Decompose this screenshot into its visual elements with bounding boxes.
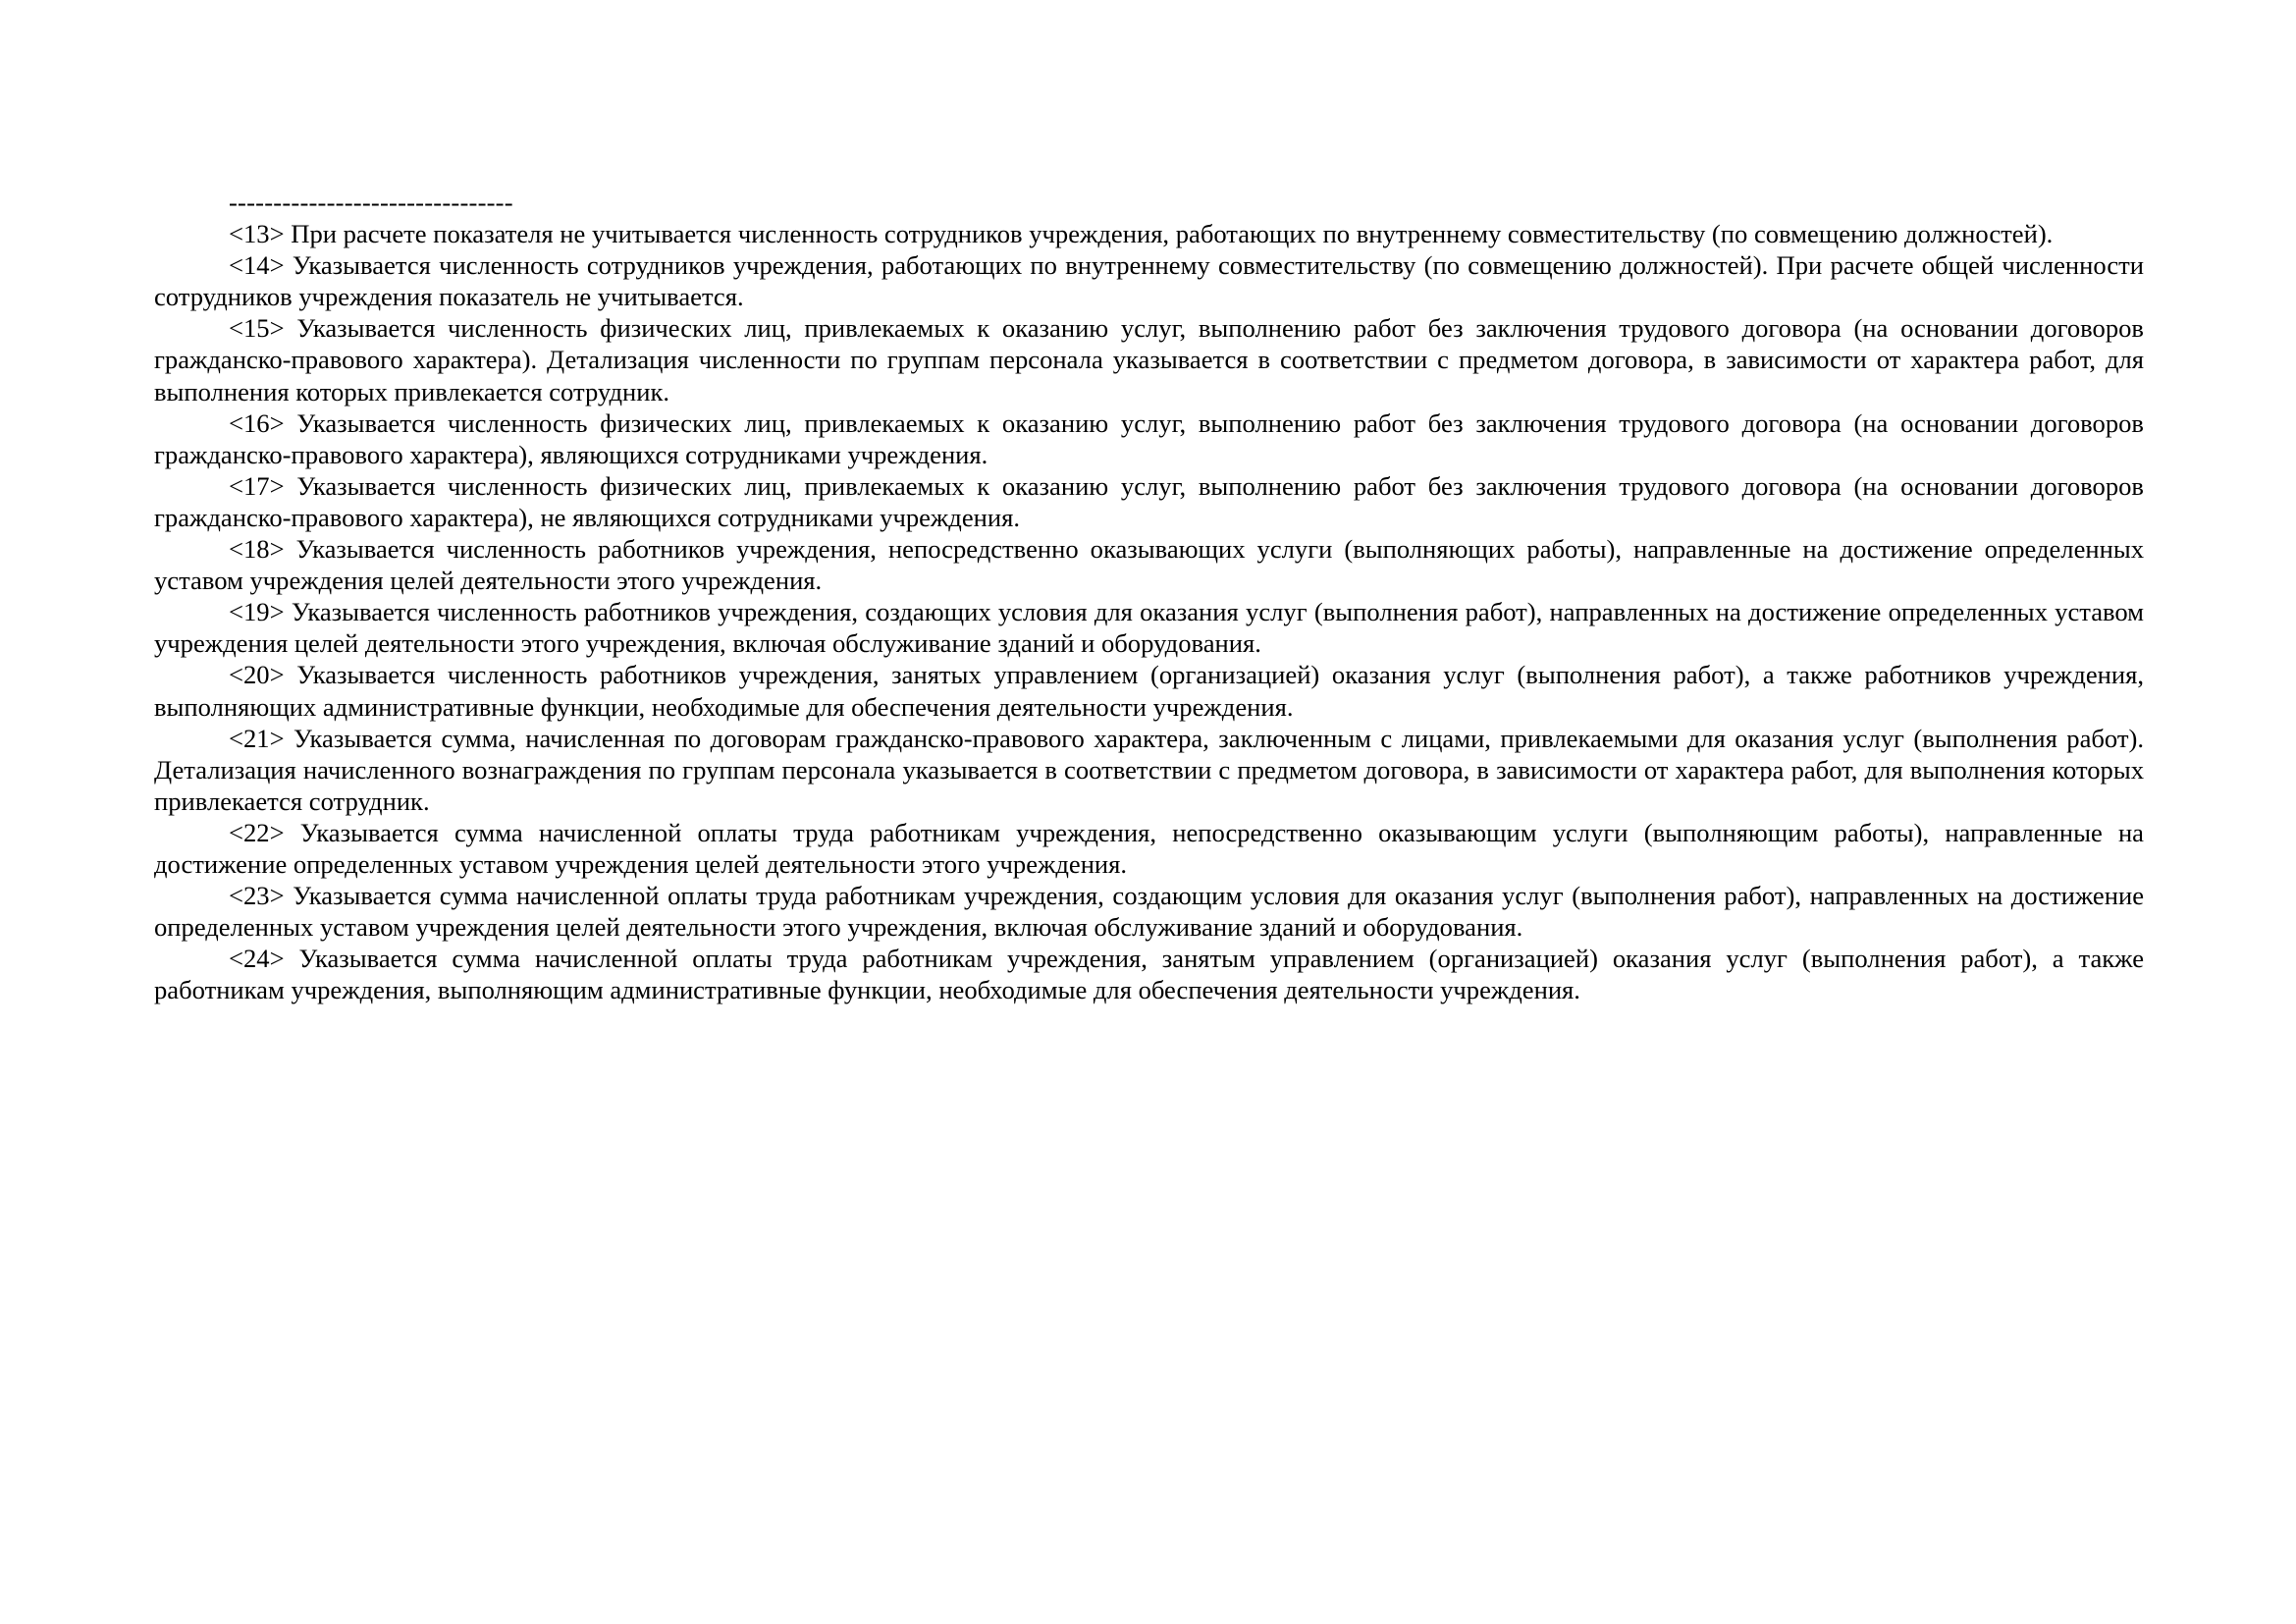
footnote-marker: <22> [229, 817, 285, 847]
footnote-13 [154, 218, 2144, 249]
footnote-text: Указывается численность работников учреждения, занятых управлением (организацией) оказания услуг (выполнения работ), а также работников учреждения, выполняющих административные функции, необходимые для обеспечения деятельности учреждения. [154, 660, 2144, 722]
footnote-20 [154, 659, 2144, 722]
footnote-text: Указывается сумма, начисленная по договорам гражданско-правового характера, заключенным с лицами, привлекаемыми для оказания услуг (выполнения работ). Детализация начисленного вознаграждения по группам персонала указывается в соответствии с предметом договора, в зависимости от характера работ, для выполнения которых привлекается сотрудник. [154, 723, 2144, 816]
footnote-separator: -------------------------------- [229, 188, 513, 217]
footnote-14 [154, 249, 2144, 312]
footnote-marker: <20> [229, 660, 285, 690]
footnote-21 [154, 723, 2144, 817]
footnote-18 [154, 533, 2144, 596]
footnote-text: При расчете показателя не учитывается численность сотрудников учреждения, работающих по внутреннему совместительству (по совмещению должностей). [284, 219, 2054, 249]
footnote-marker: <15> [229, 313, 285, 344]
footnote-text: Указывается численность работников учреждения, создающих условия для оказания услуг (выполнения работ), направленных на достижение определенных уставом учреждения целей деятельности этого учреждения, включая обслуживание зданий и оборудования. [154, 597, 2144, 659]
footnote-19 [154, 596, 2144, 659]
footnote-marker: <21> [229, 723, 285, 753]
footnote-text: Указывается численность физических лиц, привлекаемых к оказанию услуг, выполнению работ без заключения трудового договора (на основании договоров гражданско-правового характера), являющихся сотрудниками учреждения. [154, 407, 2144, 469]
footnote-23 [154, 880, 2144, 943]
document-page [154, 187, 2144, 1005]
footnote-24 [154, 943, 2144, 1005]
footnote-17 [154, 470, 2144, 533]
footnote-marker: <18> [229, 534, 285, 565]
footnote-text: Указывается численность физических лиц, привлекаемых к оказанию услуг, выполнению работ без заключения трудового договора (на основании договоров гражданско-правового характера). Детализация численности по группам персонала указывается в соответствии с предметом договора, в зависимости от характера работ, для выполнения которых привлекается сотрудник. [154, 313, 2144, 406]
footnote-marker: <24> [229, 944, 285, 974]
footnote-marker: <14> [229, 250, 285, 281]
footnote-15 [154, 312, 2144, 406]
footnote-marker: <23> [229, 881, 285, 911]
footnote-22 [154, 817, 2144, 880]
footnote-text: Указывается сумма начисленной оплаты труда работникам учреждения, создающим условия для оказания услуг (выполнения работ), направленных на достижение определенных уставом учреждения целей деятельности этого учреждения, включая обслуживание зданий и оборудования. [154, 881, 2144, 943]
footnote-marker: <17> [229, 470, 285, 501]
footnote-16 [154, 407, 2144, 470]
footnote-text: Указывается численность физических лиц, привлекаемых к оказанию услуг, выполнению работ без заключения трудового договора (на основании договоров гражданско-правового характера), не являющихся сотрудниками учреждения. [154, 470, 2144, 532]
footnote-text: Указывается сумма начисленной оплаты труда работникам учреждения, занятым управлением (организацией) оказания услуг (выполнения работ), а также работникам учреждения, выполняющим административные функции, необходимые для обеспечения деятельности учреждения. [154, 944, 2144, 1005]
footnote-text: Указывается сумма начисленной оплаты труда работникам учреждения, непосредственно оказывающим услуги (выполняющим работы), направленные на достижение определенных уставом учреждения целей деятельности этого учреждения. [154, 817, 2144, 879]
footnote-marker: <16> [229, 407, 285, 438]
footnote-text: Указывается численность работников учреждения, непосредственно оказывающих услуги (выполняющих работы), направленные на достижение определенных уставом учреждения целей деятельности этого учреждения. [154, 534, 2144, 596]
footnote-marker: <19> [229, 597, 285, 627]
footnote-marker: <13> [229, 219, 285, 249]
footnote-text: Указывается численность сотрудников учреждения, работающих по внутреннему совместительству (по совмещению должностей). При расчете общей численности сотрудников учреждения показатель не учитывается. [154, 250, 2144, 312]
